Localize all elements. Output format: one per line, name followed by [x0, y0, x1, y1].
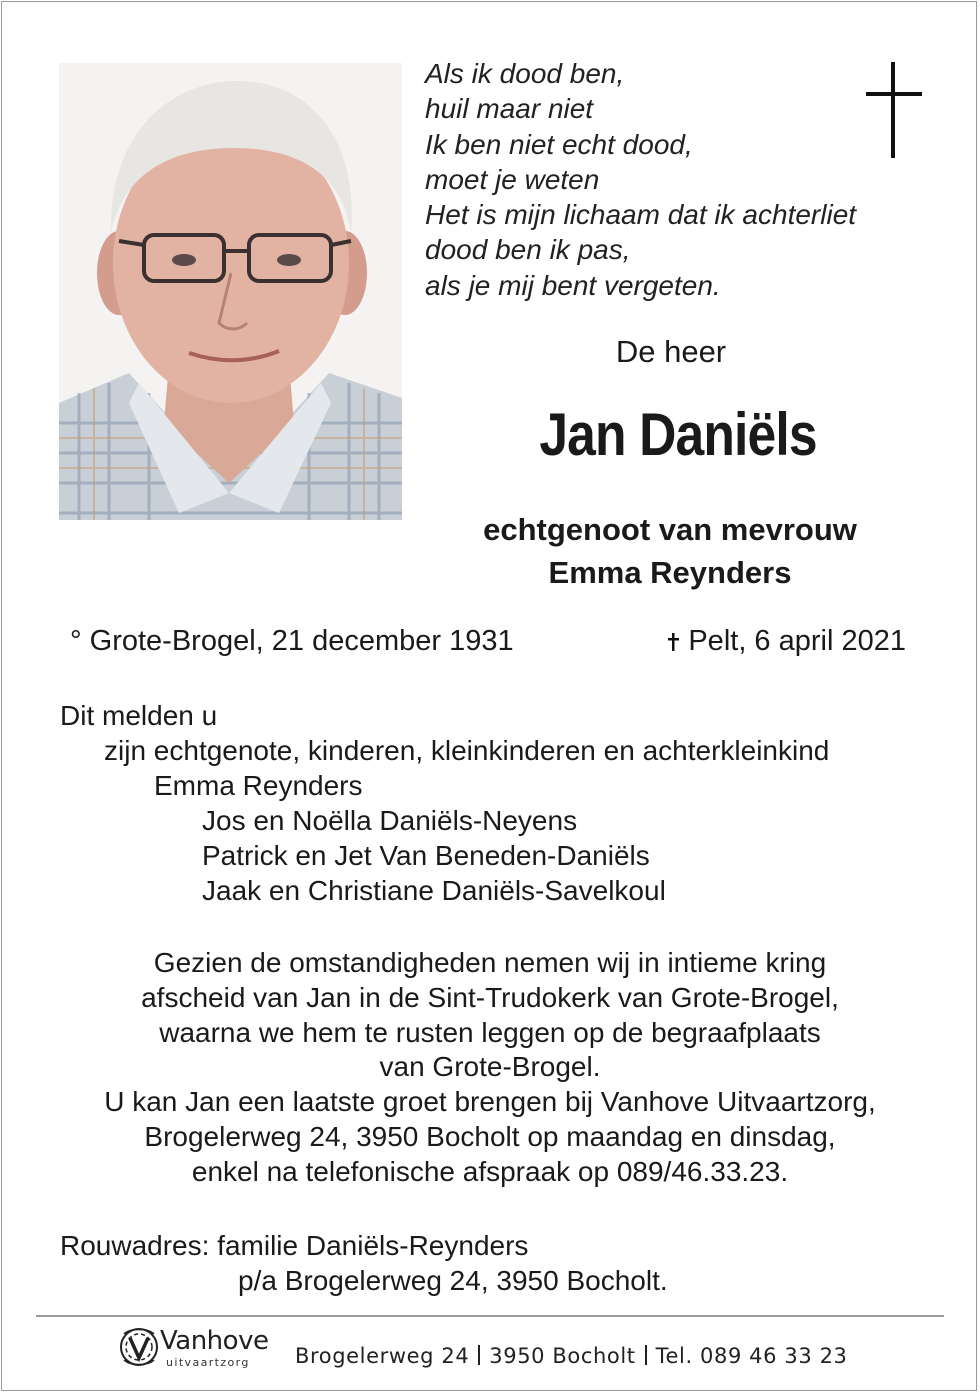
spouse-info [420, 508, 920, 594]
separator [478, 1345, 480, 1365]
footer-street: Brogelerweg 24 [295, 1344, 470, 1368]
footer-divider [36, 1315, 944, 1317]
poem-line: huil maar niet [425, 93, 594, 125]
notice-line: afscheid van Jan in de Sint-Trudokerk van Grote-Brogel, [141, 981, 839, 1013]
deceased-name: Jan Daniëls [539, 401, 817, 468]
birth-date: ° Grote-Brogel, 21 december 1931 [70, 625, 514, 657]
portrait-photo [59, 63, 402, 520]
footer-phone: Tel. 089 46 33 23 [655, 1344, 848, 1368]
footer-contact [295, 1344, 848, 1368]
notice-line: enkel na telefonische afspraak op 089/46.33.23. [191, 1155, 789, 1187]
poem-line: Ik ben niet echt dood, [425, 128, 693, 160]
spouse-line: echtgenoot van mevrouw [483, 512, 857, 547]
cross-icon [866, 62, 922, 158]
logo-subtitle: uitvaartzorg [166, 1356, 250, 1369]
vanhove-logo-icon [118, 1326, 160, 1368]
separator [645, 1345, 647, 1365]
notice-line: U kan Jan een laatste groet brengen bij Vanhove Uitvaartzorg, [104, 1086, 876, 1118]
poem [425, 56, 856, 303]
mourning-address-line1: Rouwadres: familie Daniëls-Reynders [60, 1230, 529, 1261]
notice-line: Brogelerweg 24, 3950 Bocholt op maandag en dinsdag, [144, 1120, 836, 1152]
poem-line: dood ben ik pas, [425, 234, 631, 266]
announce-family: zijn echtgenote, kinderen, kleinkinderen en achterkleinkind [104, 735, 830, 766]
poem-line: als je mij bent vergeten. [425, 269, 721, 301]
notice-line: waarna we hem te rusten leggen op de begraafplaats [159, 1016, 821, 1048]
footer-city: 3950 Bocholt [489, 1344, 636, 1368]
notice-line: van Grote-Brogel. [379, 1051, 601, 1083]
notice-line: Gezien de omstandigheden nemen wij in intieme kring [153, 947, 827, 978]
salutation: De heer [615, 334, 727, 369]
child-entry: Patrick en Jet Van Beneden-Daniëls [202, 840, 650, 871]
spouse-name: Emma Reynders [548, 555, 792, 590]
death-date [667, 625, 906, 658]
small-cross-icon [667, 631, 680, 651]
poem-line: moet je weten [425, 163, 600, 195]
death-text: Pelt, 6 april 2021 [688, 625, 906, 657]
child-entry: Jos en Noëlla Daniëls-Neyens [202, 805, 578, 836]
logo-name: Vanhove [160, 1326, 269, 1356]
child-entry: Jaak en Christiane Daniëls-Savelkoul [202, 875, 666, 906]
mourning-address-line2: p/a Brogelerweg 24, 3950 Bocholt. [238, 1265, 668, 1296]
widow-name: Emma Reynders [154, 770, 363, 801]
announce-intro: Dit melden u [60, 700, 218, 731]
poem-line: Het is mijn lichaam dat ik achterliet [425, 199, 857, 231]
poem-line: Als ik dood ben, [425, 58, 625, 89]
funeral-notice [0, 946, 980, 1190]
